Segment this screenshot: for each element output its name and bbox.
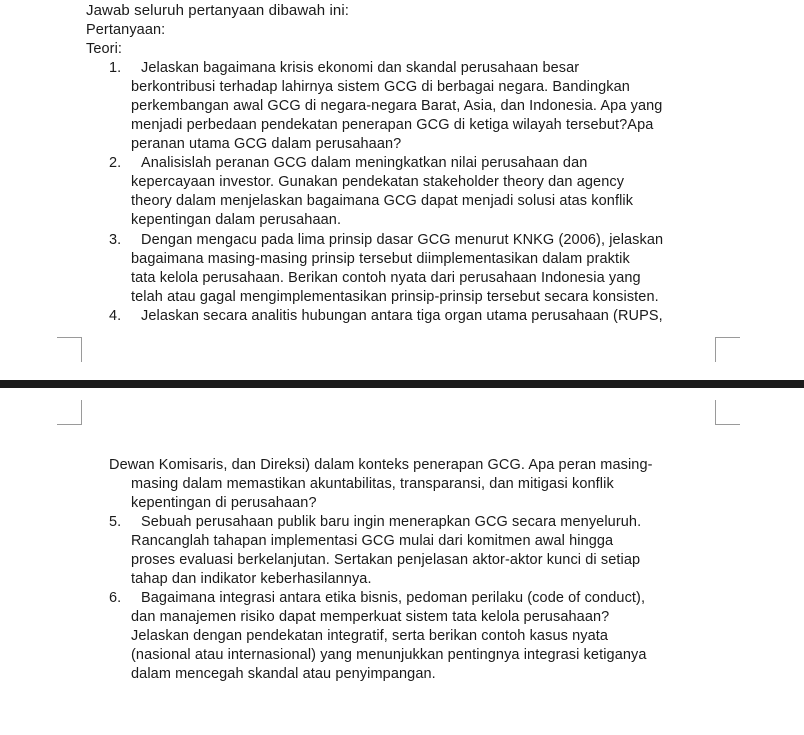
question-number: 4.	[109, 308, 122, 324]
instruction-title: Jawab seluruh pertanyaan dibawah ini:	[86, 2, 350, 19]
page-divider	[0, 380, 804, 388]
question-line: perkembangan awal GCG di negara-negara Barat, Asia, dan Indonesia. Apa yang	[131, 98, 663, 114]
section-heading: Teori:	[86, 41, 123, 57]
question-number: 1.	[109, 60, 122, 76]
question-line: Analisislah peranan GCG dalam meningkatkan nilai perusahaan dan	[141, 155, 588, 171]
questions-label: Pertanyaan:	[86, 22, 166, 38]
question-number: 6.	[109, 590, 122, 606]
question-line: Bagaimana integrasi antara etika bisnis, pedoman perilaku (code of conduct),	[141, 590, 646, 606]
question-line: kepentingan dalam perusahaan.	[131, 212, 342, 228]
question-line: Sebuah perusahaan publik baru ingin menerapkan GCG secara menyeluruh.	[141, 514, 642, 530]
question-line: Dengan mengacu pada lima prinsip dasar GCG menurut KNKG (2006), jelaskan	[141, 232, 664, 248]
question-line: theory dalam menjelaskan bagaimana GCG dapat menjadi solusi atas konflik	[131, 193, 634, 209]
question-line: Rancanglah tahapan implementasi GCG mulai dari komitmen awal hingga	[131, 533, 614, 549]
question-line: proses evaluasi berkelanjutan. Sertakan penjelasan aktor-aktor kunci di setiap	[131, 552, 641, 568]
question-line: (nasional atau internasional) yang menunjukkan pentingnya integrasi ketiganya	[131, 647, 647, 663]
question-line: Jelaskan dengan pendekatan integratif, serta berikan contoh kasus nyata	[131, 628, 609, 644]
question-line: dalam mencegah skandal atau penyimpangan.	[131, 666, 436, 682]
question-line: masing dalam memastikan akuntabilitas, transparansi, dan mitigasi konflik	[131, 476, 614, 492]
question-line: dan manajemen risiko dapat memperkuat sistem tata kelola perusahaan?	[131, 609, 610, 625]
question-line: menjadi perbedaan pendekatan penerapan GCG di ketiga wilayah tersebut?Apa	[131, 117, 654, 133]
question-line: Jelaskan bagaimana krisis ekonomi dan skandal perusahaan besar	[141, 60, 580, 76]
question-number: 5.	[109, 514, 122, 530]
question-line: berkontribusi terhadap lahirnya sistem GCG di berbagai negara. Bandingkan	[131, 79, 630, 95]
crop-mark-top-left	[57, 337, 82, 362]
question-line: Jelaskan secara analitis hubungan antara tiga organ utama perusahaan (RUPS,	[141, 308, 663, 324]
question-line: peranan utama GCG dalam perusahaan?	[131, 136, 402, 152]
question-line: kepercayaan investor. Gunakan pendekatan stakeholder theory dan agency	[131, 174, 625, 190]
question-number: 3.	[109, 232, 122, 248]
crop-mark-bottom-left	[57, 400, 82, 425]
crop-mark-top-right	[715, 337, 740, 362]
question-line: kepentingan di perusahaan?	[131, 495, 317, 511]
question-line: telah atau gagal mengimplementasikan prinsip-prinsip tersebut secara konsisten.	[131, 289, 659, 305]
question-number: 2.	[109, 155, 122, 171]
crop-mark-bottom-right	[715, 400, 740, 425]
question-line: tahap dan indikator keberhasilannya.	[131, 571, 372, 587]
question-line: tata kelola perusahaan. Berikan contoh nyata dari perusahaan Indonesia yang	[131, 270, 641, 286]
question-line: Dewan Komisaris, dan Direksi) dalam konteks penerapan GCG. Apa peran masing-	[109, 457, 653, 473]
question-line: bagaimana masing-masing prinsip tersebut diimplementasikan dalam praktik	[131, 251, 630, 267]
